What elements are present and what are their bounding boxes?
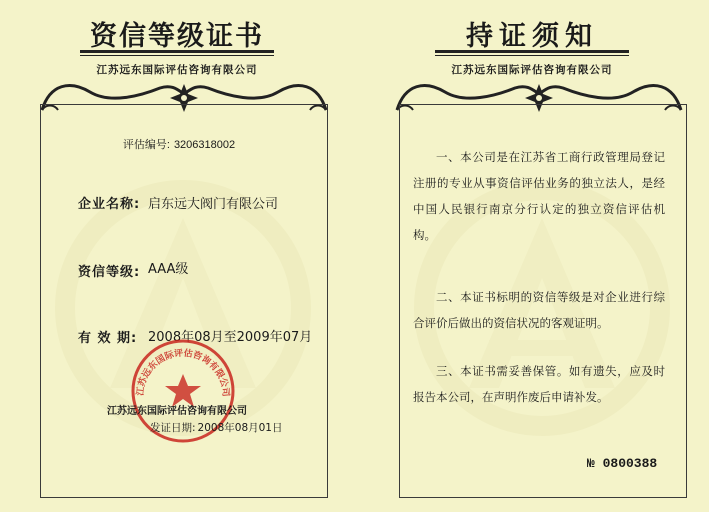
assessment-number (0, 136, 354, 152)
assessment-number-label: 评估编号: (122, 139, 170, 151)
serial-number: № 0800388 (587, 456, 658, 471)
certificate-title: 资信等级证书 (90, 21, 264, 52)
validity-value: 2008年08月至2009年07月 (148, 330, 313, 345)
notice-company-header: 江苏远东国际评估咨询有限公司 (451, 64, 613, 76)
issue-date (150, 420, 283, 435)
company-header: 江苏远东国际评估咨询有限公司 (96, 64, 258, 76)
company-name-value: 启东远大阀门有限公司 (148, 197, 279, 212)
notice-paragraph-2: 二、本证书标明的资信等级是对企业进行综合评价后做出的资信状况的客观证明。 (413, 290, 665, 330)
notice-title: 持证须知 (466, 21, 598, 52)
notice-page (355, 0, 709, 512)
notice-title-underline (435, 50, 629, 56)
issuer-name: 江苏远东国际评估咨询有限公司 (107, 406, 247, 417)
company-name-label: 企业名称: (78, 197, 141, 212)
validity-label: 有 效 期: (78, 331, 138, 346)
certificate-page (0, 0, 354, 512)
issue-date-value: 2008年08月01日 (197, 422, 283, 434)
notice-paragraph-1: 一、本公司是在江苏省工商行政管理局登记注册的专业从事资信评估业务的独立法人，是经中国人民银行南京分行认定的独立资信评估机构。 (413, 150, 665, 242)
seal-text: 江苏远东国际评估咨询有限公司 (135, 348, 231, 398)
title-underline (80, 50, 274, 56)
credit-grade-label: 资信等级: (78, 265, 141, 280)
notice-paragraph-3: 三、本证书需妥善保管。如有遗失，应及时报告本公司，在声明作废后申请补发。 (413, 364, 665, 404)
credit-grade-value: AAA级 (148, 262, 189, 277)
assessment-number-value: 3206318002 (173, 139, 236, 151)
issue-date-label: 发证日期: (150, 422, 196, 434)
